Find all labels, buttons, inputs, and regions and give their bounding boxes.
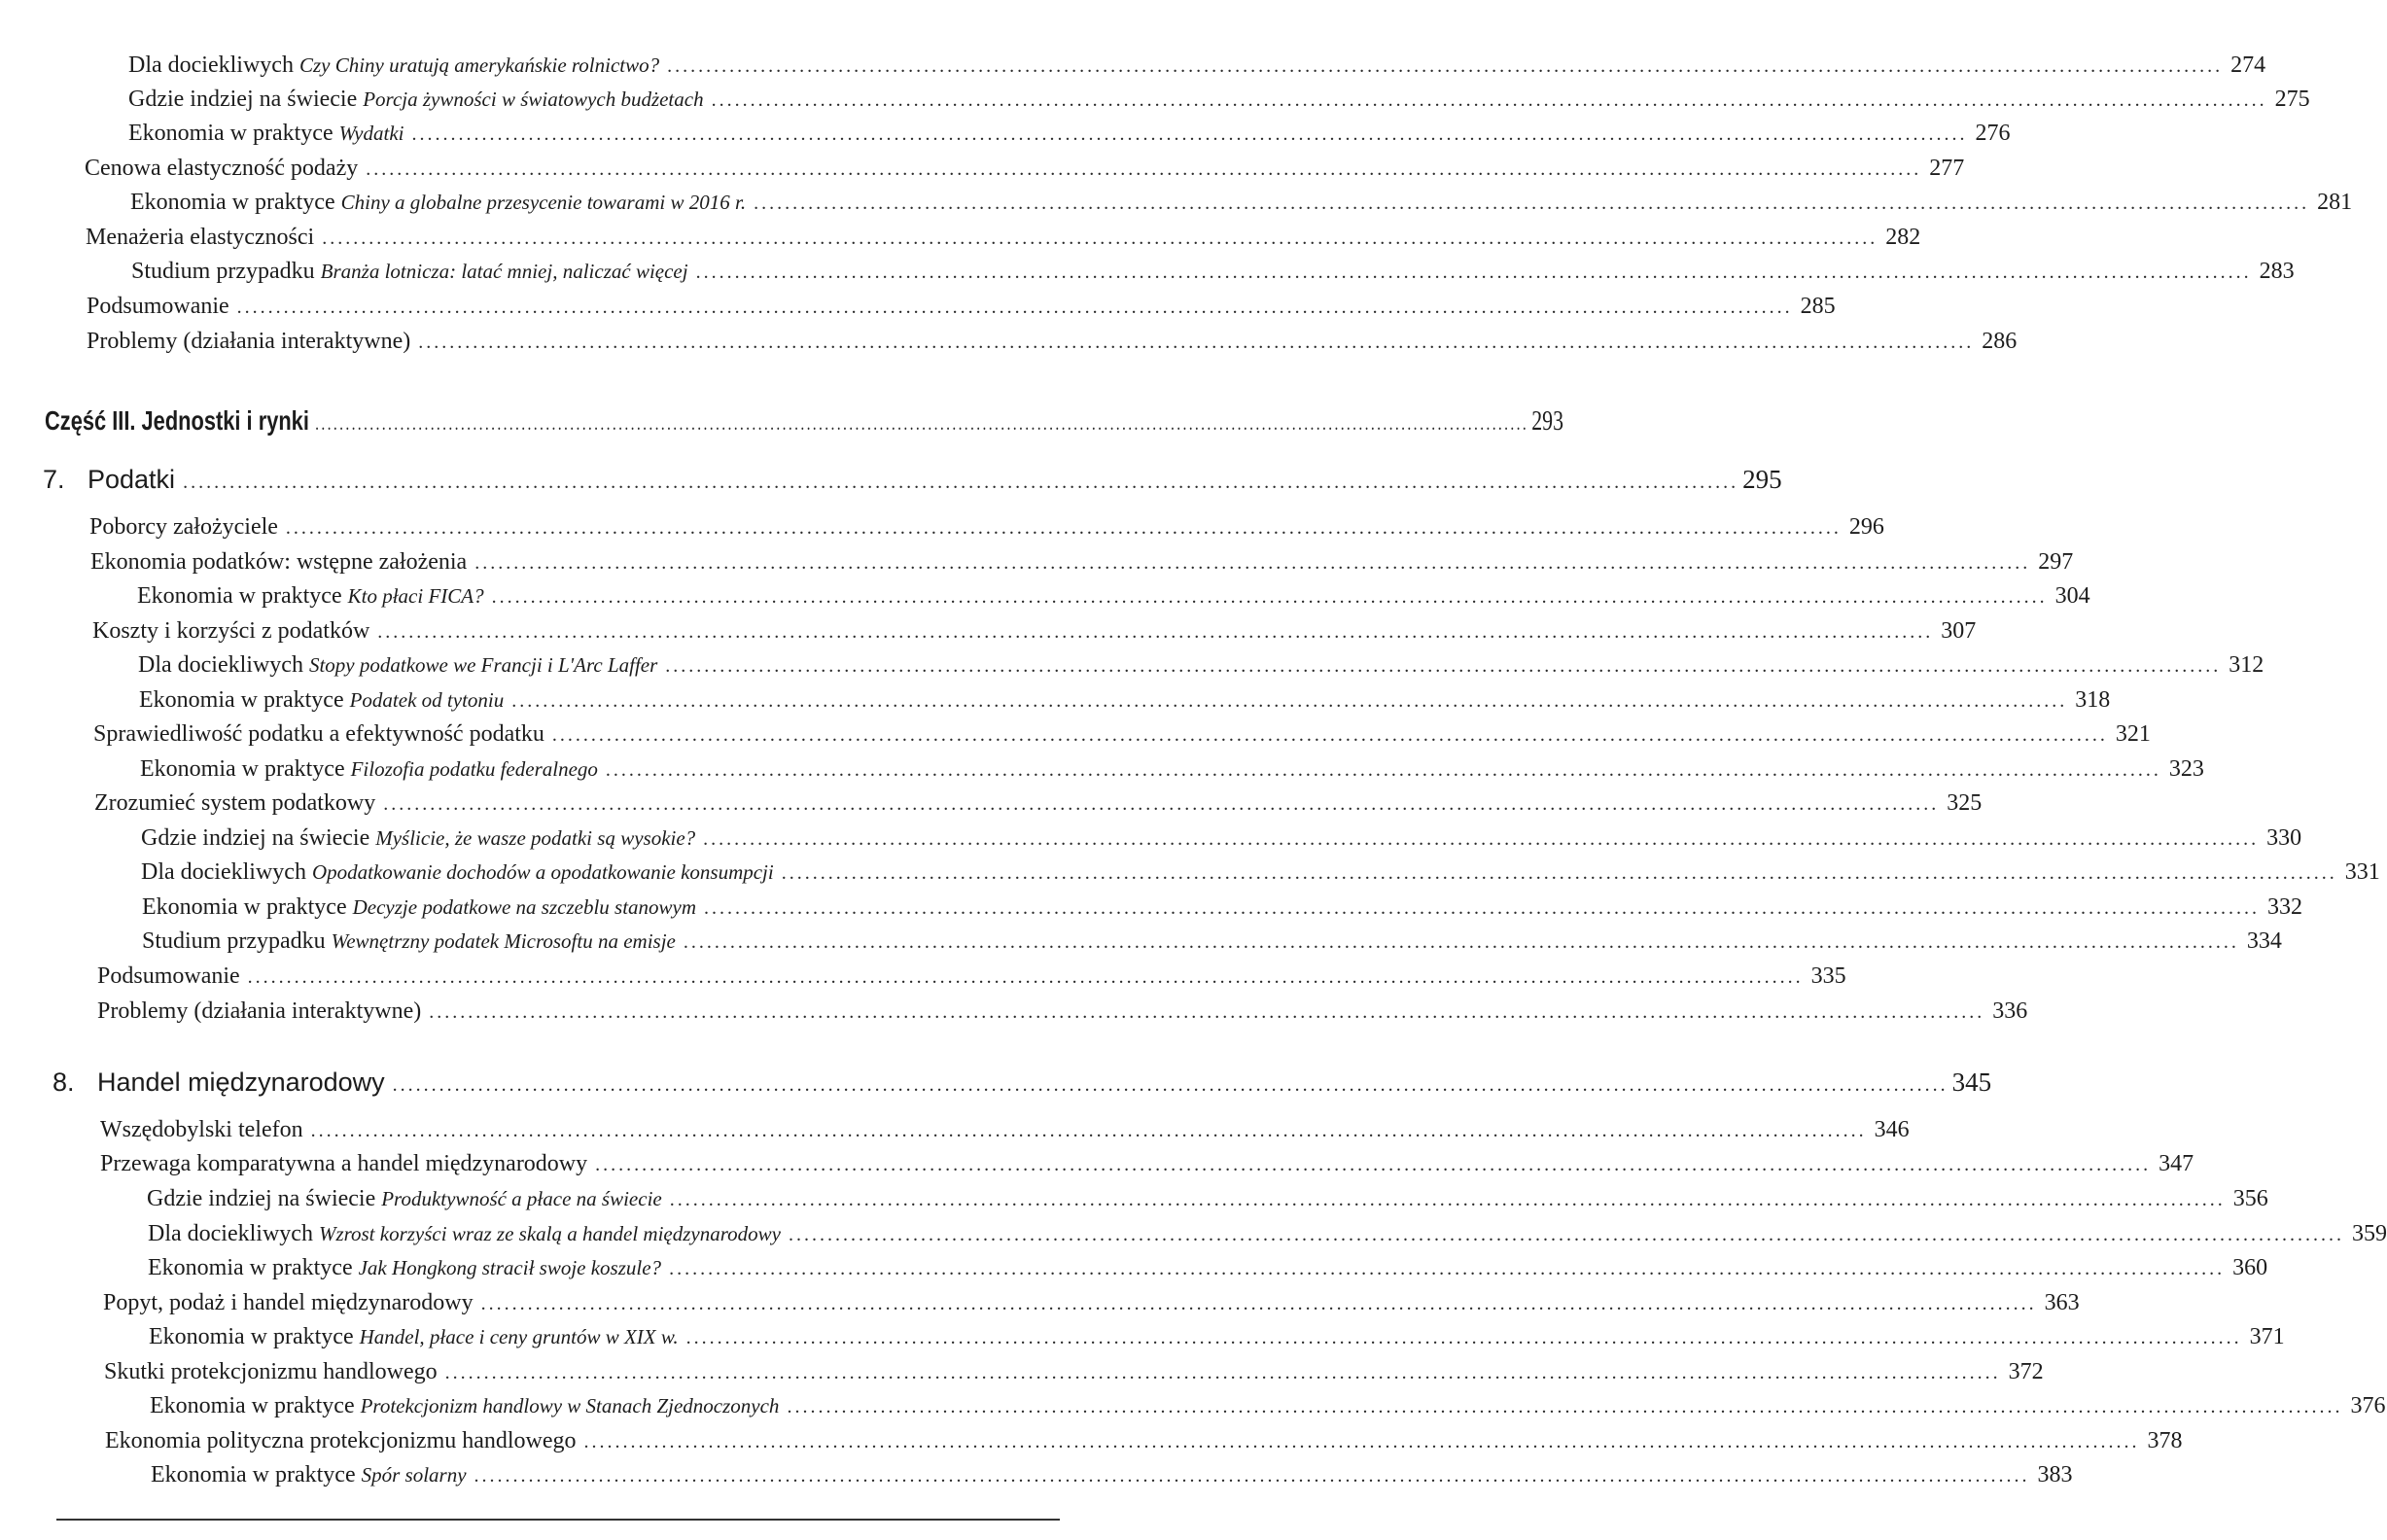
page-number: 325 xyxy=(1947,790,1983,816)
page-number: 331 xyxy=(2344,859,2380,885)
page-number: 283 xyxy=(2259,259,2295,284)
toc-entry xyxy=(150,1391,2386,1421)
page-number: 372 xyxy=(2008,1359,2044,1384)
chapter-number: 8. xyxy=(53,1068,75,1097)
page-number: 304 xyxy=(2054,583,2090,609)
entry-title: Stopy podatkowe we Francji i L'Arc Laffer xyxy=(308,653,658,677)
leader-dots: ........................................................................................................................................................................................................ xyxy=(429,1001,1985,1023)
toc-entry xyxy=(89,512,1884,542)
entry-title: Porcja żywności w światowych budżetach xyxy=(363,88,704,111)
entry-title: Wydatki xyxy=(338,122,404,145)
leader-dots: ........................................................................................................................................................................................................ xyxy=(474,552,2031,574)
entry-prefix: Problemy (działania interaktywne) xyxy=(87,329,411,354)
entry-prefix: Menażeria elastyczności xyxy=(86,225,315,250)
toc-entry xyxy=(139,685,2111,716)
entry-prefix: Przewaga komparatywna a handel międzynarodowy xyxy=(100,1151,588,1176)
toc-entry xyxy=(85,154,1965,184)
toc-entry xyxy=(147,1184,2268,1214)
entry-prefix: Ekonomia polityczna protekcjonizmu handlowego xyxy=(105,1428,577,1453)
entry-prefix: Poborcy założyciele xyxy=(89,514,278,540)
toc-entry xyxy=(93,719,2151,750)
chapter-heading xyxy=(53,1068,1992,1100)
toc-entry xyxy=(92,616,1977,647)
page-number: 346 xyxy=(1874,1117,1910,1142)
entry-title: Wzrost korzyści wraz ze skalą a handel międzynarodowy xyxy=(318,1222,781,1245)
toc-entry xyxy=(105,1426,2183,1456)
toc-entry xyxy=(87,327,2018,357)
entry-prefix: Gdzie indziej na świecie xyxy=(141,825,370,851)
page-number: 383 xyxy=(2037,1462,2073,1488)
leader-dots: ........................................................................................................................................................................................................ xyxy=(480,1293,2037,1314)
page-number: 356 xyxy=(2232,1186,2268,1211)
toc-entry xyxy=(151,1460,2073,1490)
entry-prefix: Ekonomia w praktyce xyxy=(150,1393,355,1418)
leader-dots: ........................................................................................................................................................................................................ xyxy=(377,621,1934,643)
toc-entry xyxy=(128,51,2266,81)
page-number: 277 xyxy=(1929,156,1965,181)
page-number: 276 xyxy=(1975,121,2011,146)
toc-entry xyxy=(148,1253,2268,1283)
entry-prefix: Ekonomia w praktyce xyxy=(148,1255,353,1280)
page-number: 307 xyxy=(1941,618,1977,644)
page-number: 360 xyxy=(2232,1255,2268,1280)
page-number: 281 xyxy=(2317,190,2353,215)
page-number: 345 xyxy=(1951,1068,1992,1097)
toc-entry xyxy=(103,1288,2080,1318)
entry-title: Jak Hongkong stracił swoje koszule? xyxy=(358,1256,662,1279)
page-number: 347 xyxy=(2159,1151,2194,1176)
entry-prefix: Gdzie indziej na świecie xyxy=(147,1186,376,1211)
leader-dots: ........................................................................................................................................................................................................ xyxy=(511,690,2068,712)
entry-title: Opodatkowanie dochodów a opodatkowanie konsumpcji xyxy=(311,860,774,884)
entry-prefix: Dla dociekliwych xyxy=(148,1221,313,1246)
page-number: 335 xyxy=(1810,963,1846,989)
page-number: 323 xyxy=(2168,756,2204,782)
entry-prefix: Ekonomia w praktyce xyxy=(137,583,342,609)
leader-dots: ........................................................................................................................................................................................................ xyxy=(683,931,2239,953)
entry-title: Podatek od tytoniu xyxy=(349,688,505,712)
leader-dots: ........................................................................................................................................................................................................ xyxy=(383,793,1940,815)
toc-entry xyxy=(140,754,2204,785)
leader-dots: ........................................................................................................................................................................................................ xyxy=(669,1189,2226,1210)
toc-entry xyxy=(142,892,2303,923)
leader-dots: ........................................................................................................................................................................................................ xyxy=(444,1362,2001,1383)
leader-dots: ........................................................................................................................................................................................................ xyxy=(183,472,1739,493)
leader-dots: ........................................................................................................................................................................................................ xyxy=(411,123,1968,145)
entry-title: Filozofia podatku federalnego xyxy=(350,757,598,781)
entry-prefix: Studium przypadku xyxy=(142,928,326,954)
page-number: 296 xyxy=(1848,514,1884,540)
page-number: 274 xyxy=(2230,52,2266,78)
leader-dots: ........................................................................................................................................................................................................ xyxy=(665,655,2222,677)
toc-entry xyxy=(137,581,2090,612)
entry-title: Produktywność a płace na świecie xyxy=(381,1187,662,1210)
page-number: 321 xyxy=(2115,721,2151,747)
leader-dots: ........................................................................................................................................................................................................ xyxy=(392,1074,1948,1096)
entry-title: Handel, płace i ceny gruntów w XIX w. xyxy=(359,1325,679,1348)
leader-dots: ........................................................................................................................................................................................................ xyxy=(474,1465,2030,1487)
toc-entry xyxy=(86,223,1921,253)
entry-prefix: Skutki protekcjonizmu handlowego xyxy=(104,1359,438,1384)
toc-entry xyxy=(97,997,2028,1027)
leader-dots: ........................................................................................................................................................................................................ xyxy=(685,1327,2242,1348)
entry-title: Myślicie, że wasze podatki są wysokie? xyxy=(375,826,696,850)
entry-title: Protekcjonizm handlowy w Stanach Zjednoczonych xyxy=(360,1394,780,1418)
leader-dots: ........................................................................................................................................................................................................ xyxy=(236,297,1793,318)
leader-dots: ........................................................................................................................................................................................................ xyxy=(704,897,2261,919)
page-number: 282 xyxy=(1885,225,1921,250)
toc-entry xyxy=(141,858,2380,888)
page-number: 336 xyxy=(1992,998,2028,1024)
leader-dots: ........................................................................................................................................................................................................ xyxy=(366,158,1922,180)
entry-title: Chiny a globalne przesycenie towarami w 2016 r. xyxy=(340,191,747,214)
entry-prefix: Ekonomia w praktyce xyxy=(151,1462,356,1488)
entry-title: Spór solarny xyxy=(361,1463,467,1487)
toc-entry xyxy=(94,788,1983,819)
leader-dots: ........................................................................................................................................................................................................ xyxy=(491,586,2048,608)
leader-dots: ........................................................................................................................................................................................................ xyxy=(595,1154,2152,1175)
entry-prefix: Ekonomia podatków: wstępne założenia xyxy=(90,549,468,575)
page-number: 275 xyxy=(2274,87,2310,112)
page-number: 312 xyxy=(2229,652,2264,678)
leader-dots: ........................................................................................................................................................................................................ xyxy=(583,1431,2140,1452)
entry-prefix: Koszty i korzyści z podatków xyxy=(92,618,370,644)
page-number: 297 xyxy=(2038,549,2074,575)
toc-entry xyxy=(100,1115,1910,1145)
leader-dots: ........................................................................................................................................................................................................ xyxy=(315,413,1529,435)
entry-title: Branża lotnicza: latać mniej, naliczać więcej xyxy=(320,260,688,283)
entry-prefix: Ekonomia w praktyce xyxy=(142,894,347,920)
entry-title: Wewnętrzny podatek Microsoftu na emisje xyxy=(331,929,676,953)
leader-dots: ........................................................................................................................................................................................................ xyxy=(781,862,2337,884)
page-number: 334 xyxy=(2246,928,2282,954)
page-number: 293 xyxy=(1531,406,1564,437)
entry-prefix: Problemy (działania interaktywne) xyxy=(97,998,422,1024)
chapter-title: Handel międzynarodowy xyxy=(97,1068,385,1097)
entry-prefix: Ekonomia w praktyce xyxy=(149,1324,354,1349)
chapter-title: Podatki xyxy=(88,465,176,494)
entry-prefix: Cenowa elastyczność podaży xyxy=(85,156,359,181)
entry-prefix: Dla dociekliwych xyxy=(141,859,306,885)
entry-prefix: Zrozumieć system podatkowy xyxy=(94,790,376,816)
leader-dots: ........................................................................................................................................................................................................ xyxy=(695,262,2252,283)
entry-prefix: Podsumowanie xyxy=(97,963,240,989)
toc-entry xyxy=(97,962,1846,992)
toc-entry xyxy=(130,188,2353,218)
toc-entry xyxy=(141,823,2302,854)
leader-dots: ........................................................................................................................................................................................................ xyxy=(551,724,2108,746)
chapter-number: 7. xyxy=(43,465,65,494)
entry-prefix: Ekonomia w praktyce xyxy=(140,756,345,782)
entry-prefix: Ekonomia w praktyce xyxy=(130,190,335,215)
toc-entry xyxy=(149,1322,2285,1352)
entry-prefix: Ekonomia w praktyce xyxy=(139,687,344,713)
leader-dots: ........................................................................................................................................................................................................ xyxy=(605,759,2161,781)
page-number: 286 xyxy=(1982,329,2018,354)
page-number: 285 xyxy=(1800,294,1836,319)
toc-entry xyxy=(128,85,2310,115)
entry-prefix: Dla dociekliwych xyxy=(128,52,294,78)
entry-title: Czy Chiny uratują amerykańskie rolnictwo? xyxy=(298,53,660,77)
part-title: Część III. Jednostki i rynki xyxy=(45,405,309,436)
page-number: 363 xyxy=(2044,1290,2080,1315)
part-heading xyxy=(45,405,1564,438)
leader-dots: ........................................................................................................................................................................................................ xyxy=(703,828,2260,850)
leader-dots: ........................................................................................................................................................................................................ xyxy=(711,89,2267,111)
leader-dots: ........................................................................................................................................................................................................ xyxy=(788,1224,2344,1245)
leader-dots: ........................................................................................................................................................................................................ xyxy=(787,1396,2343,1418)
page-number: 378 xyxy=(2147,1428,2183,1453)
toc-entry xyxy=(148,1219,2387,1249)
toc-entry xyxy=(104,1357,2044,1387)
leader-dots: ........................................................................................................................................................................................................ xyxy=(247,966,1804,988)
toc-entry xyxy=(142,927,2282,957)
entry-prefix: Podsumowanie xyxy=(87,294,229,319)
toc-entry xyxy=(131,257,2295,287)
leader-dots: ........................................................................................................................................................................................................ xyxy=(322,228,1878,249)
page-number: 295 xyxy=(1742,465,1782,494)
entry-prefix: Wszędobylski telefon xyxy=(100,1117,303,1142)
entry-title: Decyzje podatkowe na szczeblu stanowym xyxy=(352,895,697,919)
toc-entry xyxy=(90,547,2074,578)
bottom-rule xyxy=(56,1519,1060,1521)
page-number: 330 xyxy=(2266,825,2302,851)
page-number: 318 xyxy=(2075,687,2111,713)
page-number: 359 xyxy=(2351,1221,2387,1246)
entry-prefix: Gdzie indziej na świecie xyxy=(128,87,358,112)
page-number: 332 xyxy=(2267,894,2303,920)
entry-prefix: Popyt, podaż i handel międzynarodowy xyxy=(103,1290,474,1315)
toc-entry xyxy=(138,650,2264,681)
entry-prefix: Dla dociekliwych xyxy=(138,652,303,678)
leader-dots: ........................................................................................................................................................................................................ xyxy=(667,55,2224,77)
toc-entry xyxy=(87,292,1836,322)
entry-prefix: Studium przypadku xyxy=(131,259,315,284)
toc-entry xyxy=(128,119,2011,149)
toc-entry xyxy=(100,1149,2194,1179)
entry-title: Kto płaci FICA? xyxy=(347,584,484,608)
page-number: 371 xyxy=(2249,1324,2285,1349)
leader-dots: ........................................................................................................................................................................................................ xyxy=(754,192,2310,214)
page-number: 376 xyxy=(2350,1393,2386,1418)
entry-prefix: Ekonomia w praktyce xyxy=(128,121,333,146)
leader-dots: ........................................................................................................................................................................................................ xyxy=(418,332,1975,353)
chapter-heading xyxy=(43,465,1782,497)
entry-prefix: Sprawiedliwość podatku a efektywność podatku xyxy=(93,721,544,747)
leader-dots: ........................................................................................................................................................................................................ xyxy=(285,517,1842,539)
leader-dots: ........................................................................................................................................................................................................ xyxy=(310,1120,1867,1141)
leader-dots: ........................................................................................................................................................................................................ xyxy=(669,1258,2226,1279)
